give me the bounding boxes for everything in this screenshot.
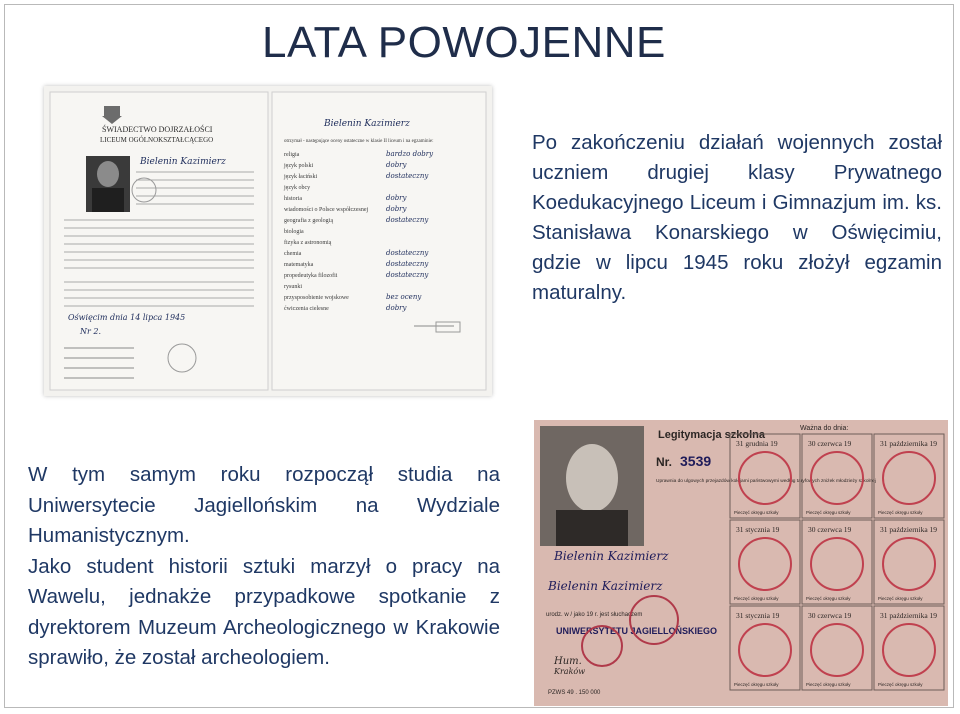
- id-footer: PZWS 49 . 150 000: [548, 690, 601, 696]
- grades-header: otrzymał - następujące oceny ostateczne w klasie II liceum i na egzaminie:: [284, 139, 434, 144]
- subject-grade: dobry: [386, 205, 407, 213]
- subject-label: wiadomości o Polsce współczesnej: [284, 207, 369, 213]
- subject-grade: dostateczny: [386, 249, 429, 257]
- id-number-label: Nr.: [656, 455, 673, 469]
- subject-grade: dostateczny: [386, 271, 429, 279]
- certificate-date: Oświęcim dnia 14 lipca 1945: [68, 313, 186, 322]
- validity-date: 31 stycznia 19: [736, 525, 780, 534]
- subject-label: biologia: [284, 229, 304, 235]
- id-heading: Legitymacja szkolna: [658, 429, 765, 441]
- stamp-label: Pieczęć okręgu szkoły: [734, 510, 779, 515]
- subject-label: chemia: [284, 251, 302, 257]
- subject-grade: dobry: [386, 194, 407, 202]
- id-university: UNIWERSYTETU JAGIELLOŃSKIEGO: [556, 626, 718, 636]
- student-id-scan: [534, 420, 948, 706]
- id-place: Kraków: [554, 667, 586, 676]
- paragraph-top: Po zakończeniu działań wojennych został uczniem drugiej klasy Prywatnego Koedukacyjnego Liceum i Gimnazjum im. ks. Stanisława Konarskiego w Oświęcimiu, gdzie w lipcu 1945 roku złożył egzamin maturalny.: [532, 131, 942, 304]
- subject-grade: bardzo dobry: [386, 150, 434, 158]
- validity-date: 31 października 19: [880, 439, 938, 448]
- certificate-number: Nr 2.: [80, 327, 101, 336]
- subject-label: religia: [284, 152, 300, 158]
- certificate-scan: [44, 86, 492, 396]
- subject-grade: dostateczny: [386, 172, 429, 180]
- subject-label: rysunki: [284, 284, 302, 290]
- id-born-line: urodz. w / jako 19 r. jest słuchaczem: [546, 612, 643, 618]
- subject-grade: dobry: [386, 304, 407, 312]
- id-validity-header: Ważna do dnia:: [800, 425, 849, 432]
- id-faculty: Hum.: [554, 656, 582, 667]
- paragraph-bottom-line-2: Jako student historii sztuki marzył o pracy na Wawelu, jednakże przypadkowe spotkanie z dyrektorem Muzeum Archeologicznego w Krakowie sprawiło, że został archeologiem.: [28, 554, 500, 669]
- subject-grade: bez oceny: [386, 293, 422, 301]
- validity-date: 30 czerwca 19: [808, 525, 852, 534]
- subject-label: matematyka: [284, 262, 314, 268]
- stamp-label: Pieczęć okręgu szkoły: [806, 596, 851, 601]
- validity-date: 30 czerwca 19: [808, 439, 852, 448]
- stamp-label: Pieczęć okręgu szkoły: [878, 596, 923, 601]
- id-holder-name: Bielenin Kazimierz: [548, 579, 663, 593]
- id-holder-note: Uprawnia do ulgowych przejazdów kolejami państwowymi według taryfowych zniżek młodzieży szkolnej: [656, 479, 876, 484]
- validity-date: 31 stycznia 19: [736, 611, 780, 620]
- stamp-label: Pieczęć okręgu szkoły: [878, 682, 923, 687]
- validity-date: 31 października 19: [880, 611, 938, 620]
- certificate-subheading: LICEUM OGÓLNOKSZTAŁCĄCEGO: [100, 136, 214, 144]
- maturity-certificate-image: [44, 86, 492, 396]
- subject-label: język łaciński: [284, 174, 318, 180]
- subject-grade: dostateczny: [386, 216, 429, 224]
- stamp-label: Pieczęć okręgu szkoły: [734, 682, 779, 687]
- subject-label: geografia z geologią: [284, 218, 333, 224]
- paragraph-bottom: [28, 460, 500, 674]
- validity-date: 30 czerwca 19: [808, 611, 852, 620]
- slide-title: LATA POWOJENNE: [262, 18, 666, 67]
- certificate-name-right: Bielenin Kazimierz: [324, 119, 410, 129]
- subject-grade: dobry: [386, 161, 407, 169]
- paragraph-bottom-line-1: W tym samym roku rozpoczął studia na Uniwersytecie Jagiellońskim na Wydziale Humanistycznym.: [28, 463, 500, 547]
- id-signature: Bielenin Kazimierz: [554, 549, 669, 563]
- certificate-heading: ŚWIADECTWO DOJRZAŁOŚCI: [102, 125, 213, 134]
- validity-date: 31 grudnia 19: [736, 439, 778, 448]
- subject-label: język polski: [284, 163, 314, 169]
- student-id-image: [534, 420, 948, 706]
- subject-label: przysposobienie wojskowe: [284, 295, 349, 301]
- subject-grade: dostateczny: [386, 260, 429, 268]
- subject-label: propedeutyka filozofii: [284, 273, 338, 279]
- stamp-label: Pieczęć okręgu szkoły: [878, 510, 923, 515]
- subject-label: historia: [284, 196, 302, 202]
- stamp-label: Pieczęć okręgu szkoły: [806, 510, 851, 515]
- subject-label: język obcy: [284, 185, 311, 191]
- stamp-label: Pieczęć okręgu szkoły: [734, 596, 779, 601]
- subject-label: ćwiczenia cielesne: [284, 306, 329, 312]
- validity-date: 31 października 19: [880, 525, 938, 534]
- subject-label: fizyka z astronomią: [284, 240, 332, 246]
- stamp-label: Pieczęć okręgu szkoły: [806, 682, 851, 687]
- certificate-name: Bielenin Kazimierz: [140, 157, 226, 167]
- id-number: 3539: [680, 453, 712, 469]
